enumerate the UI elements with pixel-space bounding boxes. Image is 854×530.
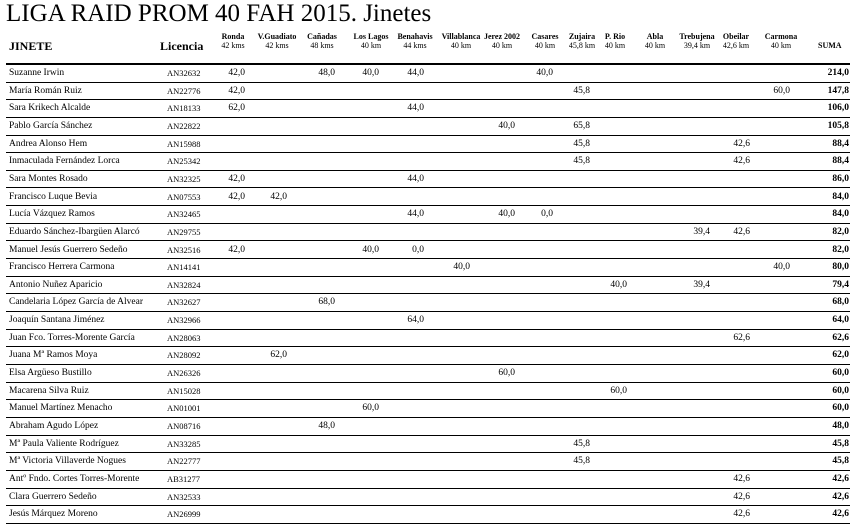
race-score: 44,0 xyxy=(407,68,424,78)
rider-name: Manuel Jesús Guerrero Sedeño xyxy=(9,244,128,255)
race-score: 40,0 xyxy=(362,244,379,255)
race-name: Zujaira xyxy=(568,32,596,41)
race-name: Obeilar xyxy=(722,32,750,41)
rider-name: Juan Fco. Torres-Morente García xyxy=(9,332,135,343)
race-score: 40,0 xyxy=(610,279,627,290)
rider-name: Suzanne Irwin xyxy=(9,68,65,78)
table-row xyxy=(0,489,854,507)
license-number: AN22776 xyxy=(167,85,201,96)
race-score: 45,8 xyxy=(573,85,590,96)
total-sum: 79,4 xyxy=(832,279,849,290)
table-row xyxy=(0,471,854,489)
table-row xyxy=(0,224,854,242)
row-divider xyxy=(6,523,850,524)
total-sum: 60,0 xyxy=(832,385,849,396)
license-number: AB31277 xyxy=(167,473,201,484)
race-name: Cañadas xyxy=(307,32,337,41)
race-score: 42,0 xyxy=(228,191,245,202)
table-row xyxy=(0,383,854,401)
rider-name: María Román Ruiz xyxy=(9,85,82,96)
race-score: 42,0 xyxy=(228,244,245,255)
rider-name: Lucía Vázquez Ramos xyxy=(9,209,95,220)
race-score: 45,8 xyxy=(573,156,590,167)
race-distance: 40 km xyxy=(604,41,626,50)
race-score: 65,8 xyxy=(573,120,590,131)
table-row xyxy=(0,189,854,207)
license-number: AN32824 xyxy=(167,279,201,290)
total-sum: 68,0 xyxy=(832,297,849,308)
total-sum: 62,6 xyxy=(832,332,849,343)
race-score: 0,0 xyxy=(541,209,553,220)
race-score: 42,6 xyxy=(733,226,750,237)
table-header xyxy=(0,32,854,62)
race-name: V.Guadiato xyxy=(257,32,297,41)
table-row xyxy=(0,453,854,471)
race-score: 39,4 xyxy=(693,226,710,237)
race-score: 40,0 xyxy=(536,68,553,78)
total-sum: 42,6 xyxy=(832,509,849,520)
race-score: 42,6 xyxy=(733,156,750,167)
table-row xyxy=(0,206,854,224)
rider-name: Elsa Argüeso Bustillo xyxy=(9,368,92,379)
license-number: AN22822 xyxy=(167,120,201,131)
race-name: Trebujena xyxy=(679,32,715,41)
rider-name: Pablo García Sánchez xyxy=(9,120,93,131)
rider-name: Antº Fndo. Cortes Torres-Morente xyxy=(9,473,140,484)
table-row xyxy=(0,400,854,418)
race-distance: 40 km xyxy=(534,41,556,50)
license-number: AN25342 xyxy=(167,156,201,167)
race-name: Villablanca xyxy=(441,32,481,41)
total-sum: 45,8 xyxy=(832,438,849,449)
race-score: 42,0 xyxy=(228,173,245,184)
rider-name: Mª Paula Valiente Rodríguez xyxy=(9,438,119,449)
header-jinete: JINETE xyxy=(9,39,53,53)
total-sum: 60,0 xyxy=(832,368,849,379)
license-number: AN32632 xyxy=(167,68,201,78)
race-name: Ronda xyxy=(221,32,245,41)
license-number: AN22777 xyxy=(167,456,201,467)
total-sum: 147,8 xyxy=(827,85,849,96)
race-distance: 48 kms xyxy=(310,41,334,50)
race-score: 44,0 xyxy=(407,173,424,184)
race-score: 42,6 xyxy=(733,138,750,149)
license-number: AN32533 xyxy=(167,491,201,502)
rider-name: Clara Guerrero Sedeño xyxy=(9,491,97,502)
total-sum: 48,0 xyxy=(832,421,849,431)
total-sum: 84,0 xyxy=(832,209,849,220)
race-distance: 40 km xyxy=(360,41,382,50)
license-number: AN28092 xyxy=(167,350,201,361)
race-score: 39,4 xyxy=(693,279,710,290)
race-distance: 42 kms xyxy=(265,41,289,50)
race-score: 44,0 xyxy=(407,209,424,220)
race-score: 40,0 xyxy=(773,262,790,273)
total-sum: 106,0 xyxy=(827,103,849,114)
race-distance: 45,8 km xyxy=(568,41,596,50)
total-sum: 82,0 xyxy=(832,244,849,255)
rider-name: Manuel Martínez Menacho xyxy=(9,403,113,414)
race-distance: 40 km xyxy=(770,41,792,50)
total-sum: 80,0 xyxy=(832,262,849,273)
race-distance: 42,6 km xyxy=(722,41,750,50)
rider-name: Candelaria López García de Alvear xyxy=(9,297,143,308)
race-score: 42,6 xyxy=(733,473,750,484)
license-number: AN26999 xyxy=(167,509,201,520)
total-sum: 62,0 xyxy=(832,350,849,361)
header-licencia: Licencia xyxy=(160,39,204,53)
race-score: 44,0 xyxy=(407,103,424,114)
race-score: 45,8 xyxy=(573,456,590,467)
total-sum: 86,0 xyxy=(832,173,849,184)
race-score: 40,0 xyxy=(362,68,379,78)
race-score: 60,0 xyxy=(610,385,627,396)
table-row xyxy=(0,506,854,524)
table-row xyxy=(0,171,854,189)
race-name: Benahavis xyxy=(397,32,433,41)
race-distance: 40 km xyxy=(491,41,513,50)
total-sum: 88,4 xyxy=(832,138,849,149)
header-suma: SUMA xyxy=(818,41,842,50)
race-score: 40,0 xyxy=(498,120,515,131)
race-score: 64,0 xyxy=(407,315,424,326)
page-title: LIGA RAID PROM 40 FAH 2015. Jinetes xyxy=(6,0,432,27)
total-sum: 214,0 xyxy=(827,68,849,78)
total-sum: 88,4 xyxy=(832,156,849,167)
license-number: AN28063 xyxy=(167,332,201,343)
license-number: AN32325 xyxy=(167,173,201,184)
license-number: AN15988 xyxy=(167,138,201,149)
table-row xyxy=(0,259,854,277)
license-number: AN01001 xyxy=(167,403,201,414)
race-score: 42,6 xyxy=(733,491,750,502)
race-score: 62,0 xyxy=(270,350,287,361)
race-distance: 42 kms xyxy=(221,41,245,50)
total-sum: 45,8 xyxy=(832,456,849,467)
license-number: AN32627 xyxy=(167,297,201,308)
license-number: AN32966 xyxy=(167,315,201,326)
race-score: 48,0 xyxy=(318,68,335,78)
license-number: AN32516 xyxy=(167,244,201,255)
race-distance: 39,4 km xyxy=(683,41,711,50)
rider-name: Francisco Herrera Carmona xyxy=(9,262,115,273)
rider-name: Macarena Silva Ruiz xyxy=(9,385,89,396)
table-row xyxy=(0,330,854,348)
race-name: Abla xyxy=(646,32,664,41)
race-score: 45,8 xyxy=(573,438,590,449)
rider-name: Francisco Luque Bevia xyxy=(9,191,98,202)
rider-name: Eduardo Sánchez-Ibargüen Alarcó xyxy=(9,226,140,237)
rider-name: Andrea Alonso Hem xyxy=(9,138,88,149)
license-number: AN26326 xyxy=(167,368,201,379)
total-sum: 64,0 xyxy=(832,315,849,326)
table-row xyxy=(0,153,854,171)
table-row xyxy=(0,65,854,83)
rider-name: Sara Krikech Alcalde xyxy=(9,103,91,114)
total-sum: 42,6 xyxy=(832,491,849,502)
license-number: AN32465 xyxy=(167,209,201,220)
race-score: 68,0 xyxy=(318,297,335,308)
table-row xyxy=(0,418,854,436)
license-number: AN07553 xyxy=(167,191,201,202)
race-score: 40,0 xyxy=(498,209,515,220)
race-score: 48,0 xyxy=(318,421,335,431)
table-row xyxy=(0,365,854,383)
license-number: AN14141 xyxy=(167,262,201,273)
license-number: AN08716 xyxy=(167,421,201,431)
rider-name: Juana Mª Ramos Moya xyxy=(9,350,98,361)
race-score: 42,6 xyxy=(733,509,750,520)
table-row xyxy=(0,242,854,260)
table-row xyxy=(0,294,854,312)
race-score: 60,0 xyxy=(498,368,515,379)
total-sum: 82,0 xyxy=(832,226,849,237)
race-score: 40,0 xyxy=(453,262,470,273)
rider-name: Sara Montes Rosado xyxy=(9,173,88,184)
race-score: 60,0 xyxy=(773,85,790,96)
race-score: 42,0 xyxy=(228,68,245,78)
race-score: 62,0 xyxy=(228,103,245,114)
total-sum: 60,0 xyxy=(832,403,849,414)
race-name: P. Rio xyxy=(604,32,626,41)
table-row xyxy=(0,277,854,295)
table-row xyxy=(0,436,854,454)
table-row xyxy=(0,136,854,154)
header-race-13 xyxy=(751,32,811,50)
race-name: Carmona xyxy=(764,32,798,41)
table-row xyxy=(0,347,854,365)
table-row xyxy=(0,83,854,101)
total-sum: 42,6 xyxy=(832,473,849,484)
race-name: Jerez 2002 xyxy=(483,32,521,41)
total-sum: 105,8 xyxy=(827,120,849,131)
race-distance: 40 km xyxy=(644,41,666,50)
total-sum: 84,0 xyxy=(832,191,849,202)
license-number: AN33285 xyxy=(167,438,201,449)
rider-name: Antonio Nuñez Aparicio xyxy=(9,279,103,290)
race-distance: 44 kms xyxy=(403,41,427,50)
race-score: 0,0 xyxy=(412,244,424,255)
rider-name: Abraham Agudo López xyxy=(9,421,99,431)
rider-name: Mª Victoria Villaverde Nogues xyxy=(9,456,126,467)
race-score: 45,8 xyxy=(573,138,590,149)
table-row xyxy=(0,312,854,330)
race-score: 60,0 xyxy=(362,403,379,414)
race-distance: 40 km xyxy=(450,41,472,50)
race-score: 42,0 xyxy=(228,85,245,96)
rider-name: Jesús Márquez Moreno xyxy=(9,509,98,520)
table-row xyxy=(0,118,854,136)
race-name: Los Lagos xyxy=(353,32,389,41)
rider-name: Joaquín Santana Jiménez xyxy=(9,315,105,326)
license-number: AN15028 xyxy=(167,385,201,396)
race-score: 42,0 xyxy=(270,191,287,202)
rider-name: Inmaculada Fernández Lorca xyxy=(9,156,120,167)
race-score: 62,6 xyxy=(733,332,750,343)
license-number: AN18133 xyxy=(167,103,201,114)
license-number: AN29755 xyxy=(167,226,201,237)
table-row xyxy=(0,100,854,118)
race-name: Casares xyxy=(531,32,559,41)
